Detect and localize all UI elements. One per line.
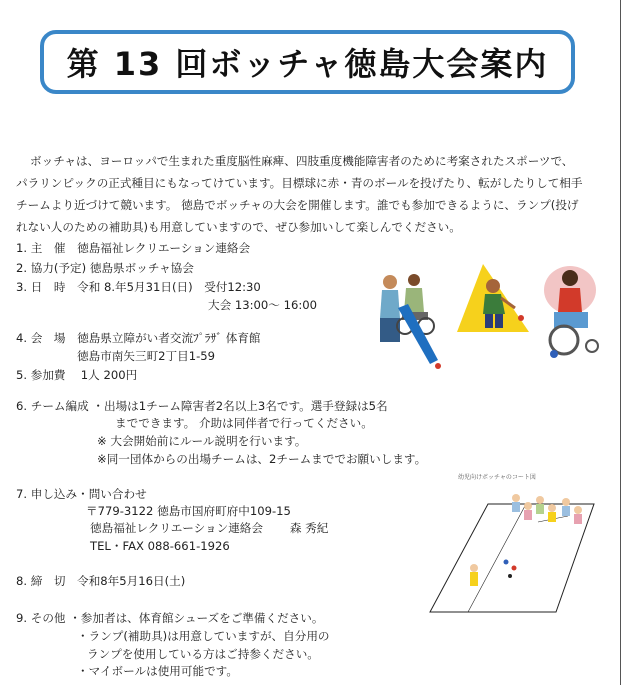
item-other-line4: ・マイボールは使用可能です。 <box>77 664 238 678</box>
item-date: 3. 日 時 令和 8.年5月31日(日) 受付12:30 <box>16 280 261 294</box>
item-team-note1: ※ 大会開始前にルール説明を行います。 <box>97 434 307 448</box>
item-other: 9. その他 ・参加者は、体育館シューズをご準備ください。 <box>16 611 324 625</box>
intro-line: パラリンピックの正式種目にもなってけています。目標球に赤・青のボールを投げたり、転がしたりして相手 <box>16 176 583 190</box>
intro-line: チームより近づけて競います。 徳島でボッチャの大会を開催します。誰でも参加できるように、ランプ(投げ <box>16 198 579 212</box>
item-date-time: 大会 13:00～ 16:00 <box>208 298 317 312</box>
court-diagram-illustration <box>428 484 598 614</box>
item-venue: 4. 会 場 徳島県立障がい者交流ﾌﾟﾗｻﾞ 体育館 <box>16 331 261 345</box>
title-banner <box>40 30 575 94</box>
item-deadline: 8. 締 切 令和8年5月16日(土) <box>16 574 186 588</box>
throwing-player-illustration <box>455 262 531 338</box>
item-contact-tel: TEL・FAX 088-661-1926 <box>90 539 230 553</box>
page-edge-divider <box>620 0 621 685</box>
item-team: 6. チーム編成 ・出場は1チーム障害者2名以上3名です。選手登録は5名 <box>16 399 388 413</box>
item-organizer: 1. 主 催 徳島福祉レクリエーション連絡会 <box>16 241 251 255</box>
item-other-line3: ランプを使用している方はご持参ください。 <box>87 647 319 661</box>
item-cosponsor: 2. 協力(予定) 徳島県ボッチャ協会 <box>16 261 194 275</box>
court-caption: 幼児向けボッチャのコート図 <box>458 474 536 481</box>
item-contact-zip: 〒779-3122 徳島市国府町府中109-15 <box>86 504 291 518</box>
page-title: 第 13 回ボッチャ徳島大会案内 <box>66 45 549 83</box>
item-contact: 7. 申し込み・問い合わせ <box>16 487 147 501</box>
item-team-note2: ※同一団体からの出場チームは、2チームまででお願いします。 <box>97 452 427 466</box>
item-venue-address: 徳島市南矢三町2丁目1-59 <box>77 349 216 363</box>
wheelchair-player-illustration <box>540 262 606 372</box>
item-other-line2: ・ランプ(補助具)は用意していますが、自分用の <box>77 629 330 643</box>
intro-line: ボッチャは、ヨーロッパで生まれた重度脳性麻痺、四肢重度機能障害者のために考案されたスポーツで、 <box>30 154 574 168</box>
item-team-line2: までできます。 介助は同伴者で行ってください。 <box>115 416 373 430</box>
item-contact-org: 徳島福祉レクリエーション連絡会 森 秀紀 <box>90 521 329 535</box>
ramp-player-illustration <box>372 268 442 370</box>
item-fee: 5. 参加費 1人 200円 <box>16 368 138 382</box>
intro-paragraph <box>16 150 611 238</box>
intro-line: れない人のための補助具)も用意していますので、ぜひ参加いして楽しんでください。 <box>16 220 461 234</box>
